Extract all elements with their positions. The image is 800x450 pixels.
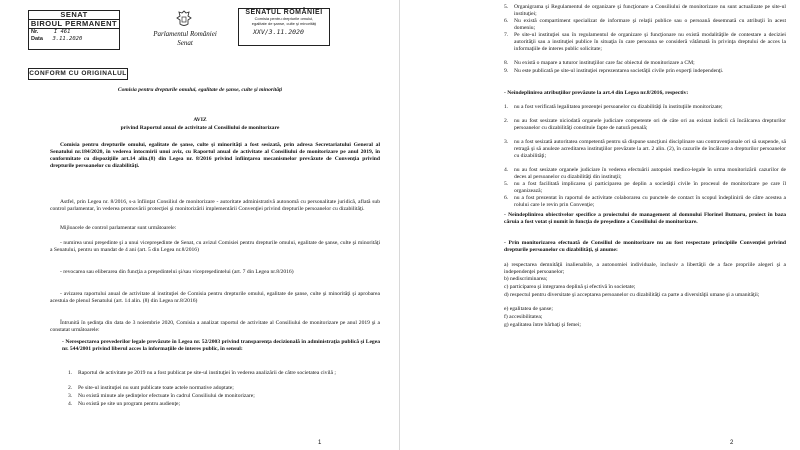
bullet-revocation: - revocarea sau eliberarea din funcţia a preşedintelui şi/sau vicepreşedintelui (art. 7 din Legea nr.8/2016) [60,269,294,275]
section-convention-principles: - Prin monitorizarea efectuată de Consiliul de monitorizare nu au fost respectate principiile Convenţiei privind drepturile persoanelor cu dizabilităţi, şi anume: [504,240,786,253]
p2-mid-item-2: nu au fost sesizate niciodată organele judiciare competente ori de câte ori au existat indicii că încălcarea drepturilor persoanelor cu dizabilităţi constituie fapte de natură penală; [514,118,786,131]
p2-mid-number-5: 5. [504,181,509,187]
intro-paragraph: Comisia pentru drepturile omului, egalitate de şanse, culte şi minorităţi a fost sesizată, prin adresa Secretariatului General al Senatului nr.184/2020, în vederea întocmirii unui aviz, cu Raportul anual de activitate al Consiliului de monitorizare pe anul 2019, în conformitate cu dispoziţiile art.14 alin.(8) din Legea nr. 8/2016 privind înfiinţarea mecanismelor prevăzute de Convenţia privind drepturile persoanelor cu dizabilităţi. [50,142,380,169]
paragraph-legal-basis: Astfel, prin Legea nr. 8/2016, s-a înfiinţat Consiliul de monitorizare - autoritate administrativă autonomă cu personalitate juridică, aflată sub control parlamentar, în vederea promovării protecţiei şi monitorizării implementării Convenţiei privind drepturile persoanelor cu dizabilităţi. [50,199,380,212]
p2-top-number-7: 7. [504,32,509,38]
principle-a: a) respectarea demnităţii inalienabile, a autonomiei individuale, inclusiv a libertăţii de a face propriile alegeri şi a independenţei persoanelor; [504,262,786,275]
p1-list-item-2: Pe site-ul instituţiei nu sunt publicate toate actele normative adoptate; [78,385,234,391]
p2-mid-item-1: nu a fost verificată legalitatea prezenţei persoanelor cu dizabilităţi în instituţiile monitorizate; [514,104,723,110]
p2-mid-item-5: nu a fost facilitată implicarea şi participarea pe deplin a societăţii civile în procesul de monitorizare pe care îl organizează; [514,181,786,194]
institution-line1: Parlamentul României [153,30,217,38]
institution-name [130,30,240,48]
romanian-coat-of-arms-icon [176,10,192,28]
stamp-date-row [29,36,119,43]
p2-top-item-5: Organigrama şi Regulamentul de organizare şi funcţionare a Consiliului de monitorizare nu sunt actualizate pe site-ul instituţiei; [514,4,786,17]
finding-transparency: - Nerespectarea prevederilor legale prevăzute în Legea nr. 52/2003 privind transparenţa decizională în administraţia publică şi Legea nr. 544/2001 privind liberul acces la informaţiile de interes public, în sensul: [62,339,380,352]
bullet-approval: - avizarea raportului anual de activitate al instituţiei de Comisia pentru drepturile omului, egalitate de şanse, culte şi minorităţi şi aprobarea acestuia de plenul Senatului (art. 14 alin. (8) din Legea nr.8/2016) [50,291,380,304]
p2-mid-number-6: 6. [504,195,509,201]
stamp-date-value: 3.11.2020 [52,36,83,42]
principle-d: d) respectul pentru diversitate şi acceptarea persoanelor cu dizabilităţi ca parte a diversităţii umane şi a umanităţii; [504,292,760,298]
p1-list-number-4: 4. [68,401,73,407]
senatul-stamp-sub2: egalitate de şanse, culte şi minorităţi [251,20,317,26]
stamp-date-label: Data [31,36,43,42]
p2-mid-item-6: nu a fost prezentat în raportul de activitate colaborarea cu punctele de contact în scopul îndeplinirii de către acestea a rolului care le revin prin Convenţie; [514,195,786,208]
p1-list-number-1: 1. [68,370,73,376]
senatul-stamp-title: SENATUL ROMÂNIEI [245,9,323,16]
p2-top-item-7: Pe site-ul instituţiei sau în regulamentul de organizare şi funcţionare nu există modalităţile de contestare a deciziei autorităţii sau a instituţiei publice în situaţia în care persoana se consideră vătămată în privinţa dreptului de acces la informaţiile de interes public solicitate; [514,32,786,52]
p1-list-item-3: Nu există minute ale şedinţelor efectuate în cadrul Consiliului de monitorizare; [78,393,255,399]
p2-top-number-5: 5. [504,4,509,10]
principle-b: b) nediscriminarea; [504,276,548,282]
conform-cu-originalul-stamp [28,68,128,80]
senatul-romaniei-stamp [238,8,330,46]
aviz-title: AVIZ [193,117,207,123]
p1-list-item-1: Raportul de activitate pe 2019 nu a fost publicat pe site-ul instituţiei în vederea analizării de către societatea civilă ; [78,370,336,376]
stamp-office: BIROUL PERMANENT [30,19,118,28]
p2-top-number-6: 6. [504,18,509,24]
document-page-2 [400,0,800,450]
p2-top-item-9: Nu este publicată pe site-ul instituţiei reprezentarea societăţii civile prin experţi independenţi. [514,68,724,74]
p2-mid-item-3: nu a fost sesizată autoritatea competentă pentru să dispune sancţiuni disciplinare sau contravenţionale ori să suspende, să retragă şi să anuleze acreditarea instituţiilor prevăzute la art. 2 alin. (2), în cazurile de încălcare a drepturilor persoanelor cu dizabilităţi; [514,139,786,159]
p1-list-item-4: Nu există pe site un program pentru audienţe; [78,401,181,407]
p2-mid-number-4: 4. [504,167,509,173]
stamp-nr-label: Nr. [31,29,39,35]
senatul-stamp-number: XXV/3.11.2020 [253,28,304,36]
principle-c: c) participarea şi integrarea deplină şi efectivă în societate; [504,284,636,290]
senatul-stamp-sub1: Comisia pentru drepturile omului, [254,16,314,21]
bullet-appointment: - numirea unui preşedinte şi a unui vicepreşedinte de Senat, cu avizul Comisiei pentru drepturile omului, egalitate de şanse, culte şi minorităţi a Senatului, pentru un mandat de 4 ani (art. 5 din Legea nr.8/2016) [50,240,380,253]
p1-list-number-3: 3. [68,393,73,399]
principle-e: e) egalitatea de şanse; [504,306,553,312]
section-attributions: - Neîndeplinirea atribuţiilor prevăzute la art.4 din Legea nr.8/2016, respectiv: [504,90,689,96]
stamp-number-row [29,29,119,36]
p1-list-number-2: 2. [68,385,73,391]
principle-f: f) accesibilitatea; [504,314,543,320]
p2-top-item-6: Nu există compartiment specializat de informare şi relaţii publice sau o persoană desemnată cu atribuţii în acest domeniu; [514,18,786,31]
page-number-1: 1 [318,440,322,446]
section-management-objectives: - Neîndeplinirea obiectivelor specifice a proiectului de management al domnului Florinel Butnaru, proiect în baza căruia a fost votat şi numit în funcţia de preşedinte a Consiliului de monitorizare. [504,212,786,225]
paragraph-session: Întrunită în şedinţa din data de 3 noiembrie 2020, Comisia a analizat raportul de activitate al Consiliului de monitorizare pe anul 2019 şi a constatat următoarele: [50,320,380,333]
stamp-title: SENAT [60,10,88,19]
p2-top-item-8: Nu există o mapare a tuturor instituţiilor care fac obiectul de monitorizare a CM; [514,60,695,66]
p2-top-number-9: 9. [504,68,509,74]
p2-top-number-8: 8. [504,60,509,66]
commission-title: Comisia pentru drepturile omului, egalitate de şanse, culte şi minorităţi [117,87,283,93]
senat-registration-stamp [28,10,120,50]
page-number-2: 2 [730,440,734,446]
p2-mid-number-3: 3. [504,139,509,145]
principle-g: g) egalitatea între bărbaţi şi femei; [504,322,581,328]
p2-mid-number-1: 1. [504,104,509,110]
p2-mid-number-2: 2. [504,118,509,124]
p2-mid-item-4: nu au fost sesizate organele judiciare în vederea efectuării autopsiei medico-legale în urma monitorizării cazurilor de deces al persoanelor cu dizabilităţi din instituţii; [514,167,786,180]
aviz-subtitle: privind Raportul anual de activitate al Consiliului de monitorizare [120,125,280,131]
paragraph-control-means: Mijloacele de control parlamentar sunt următoarele: [60,225,177,231]
conform-stamp-text: CONFORM CU ORIGINALUL [29,70,127,77]
stamp-nr-value: I 461 [53,29,71,35]
institution-line2: Senat [177,39,193,47]
